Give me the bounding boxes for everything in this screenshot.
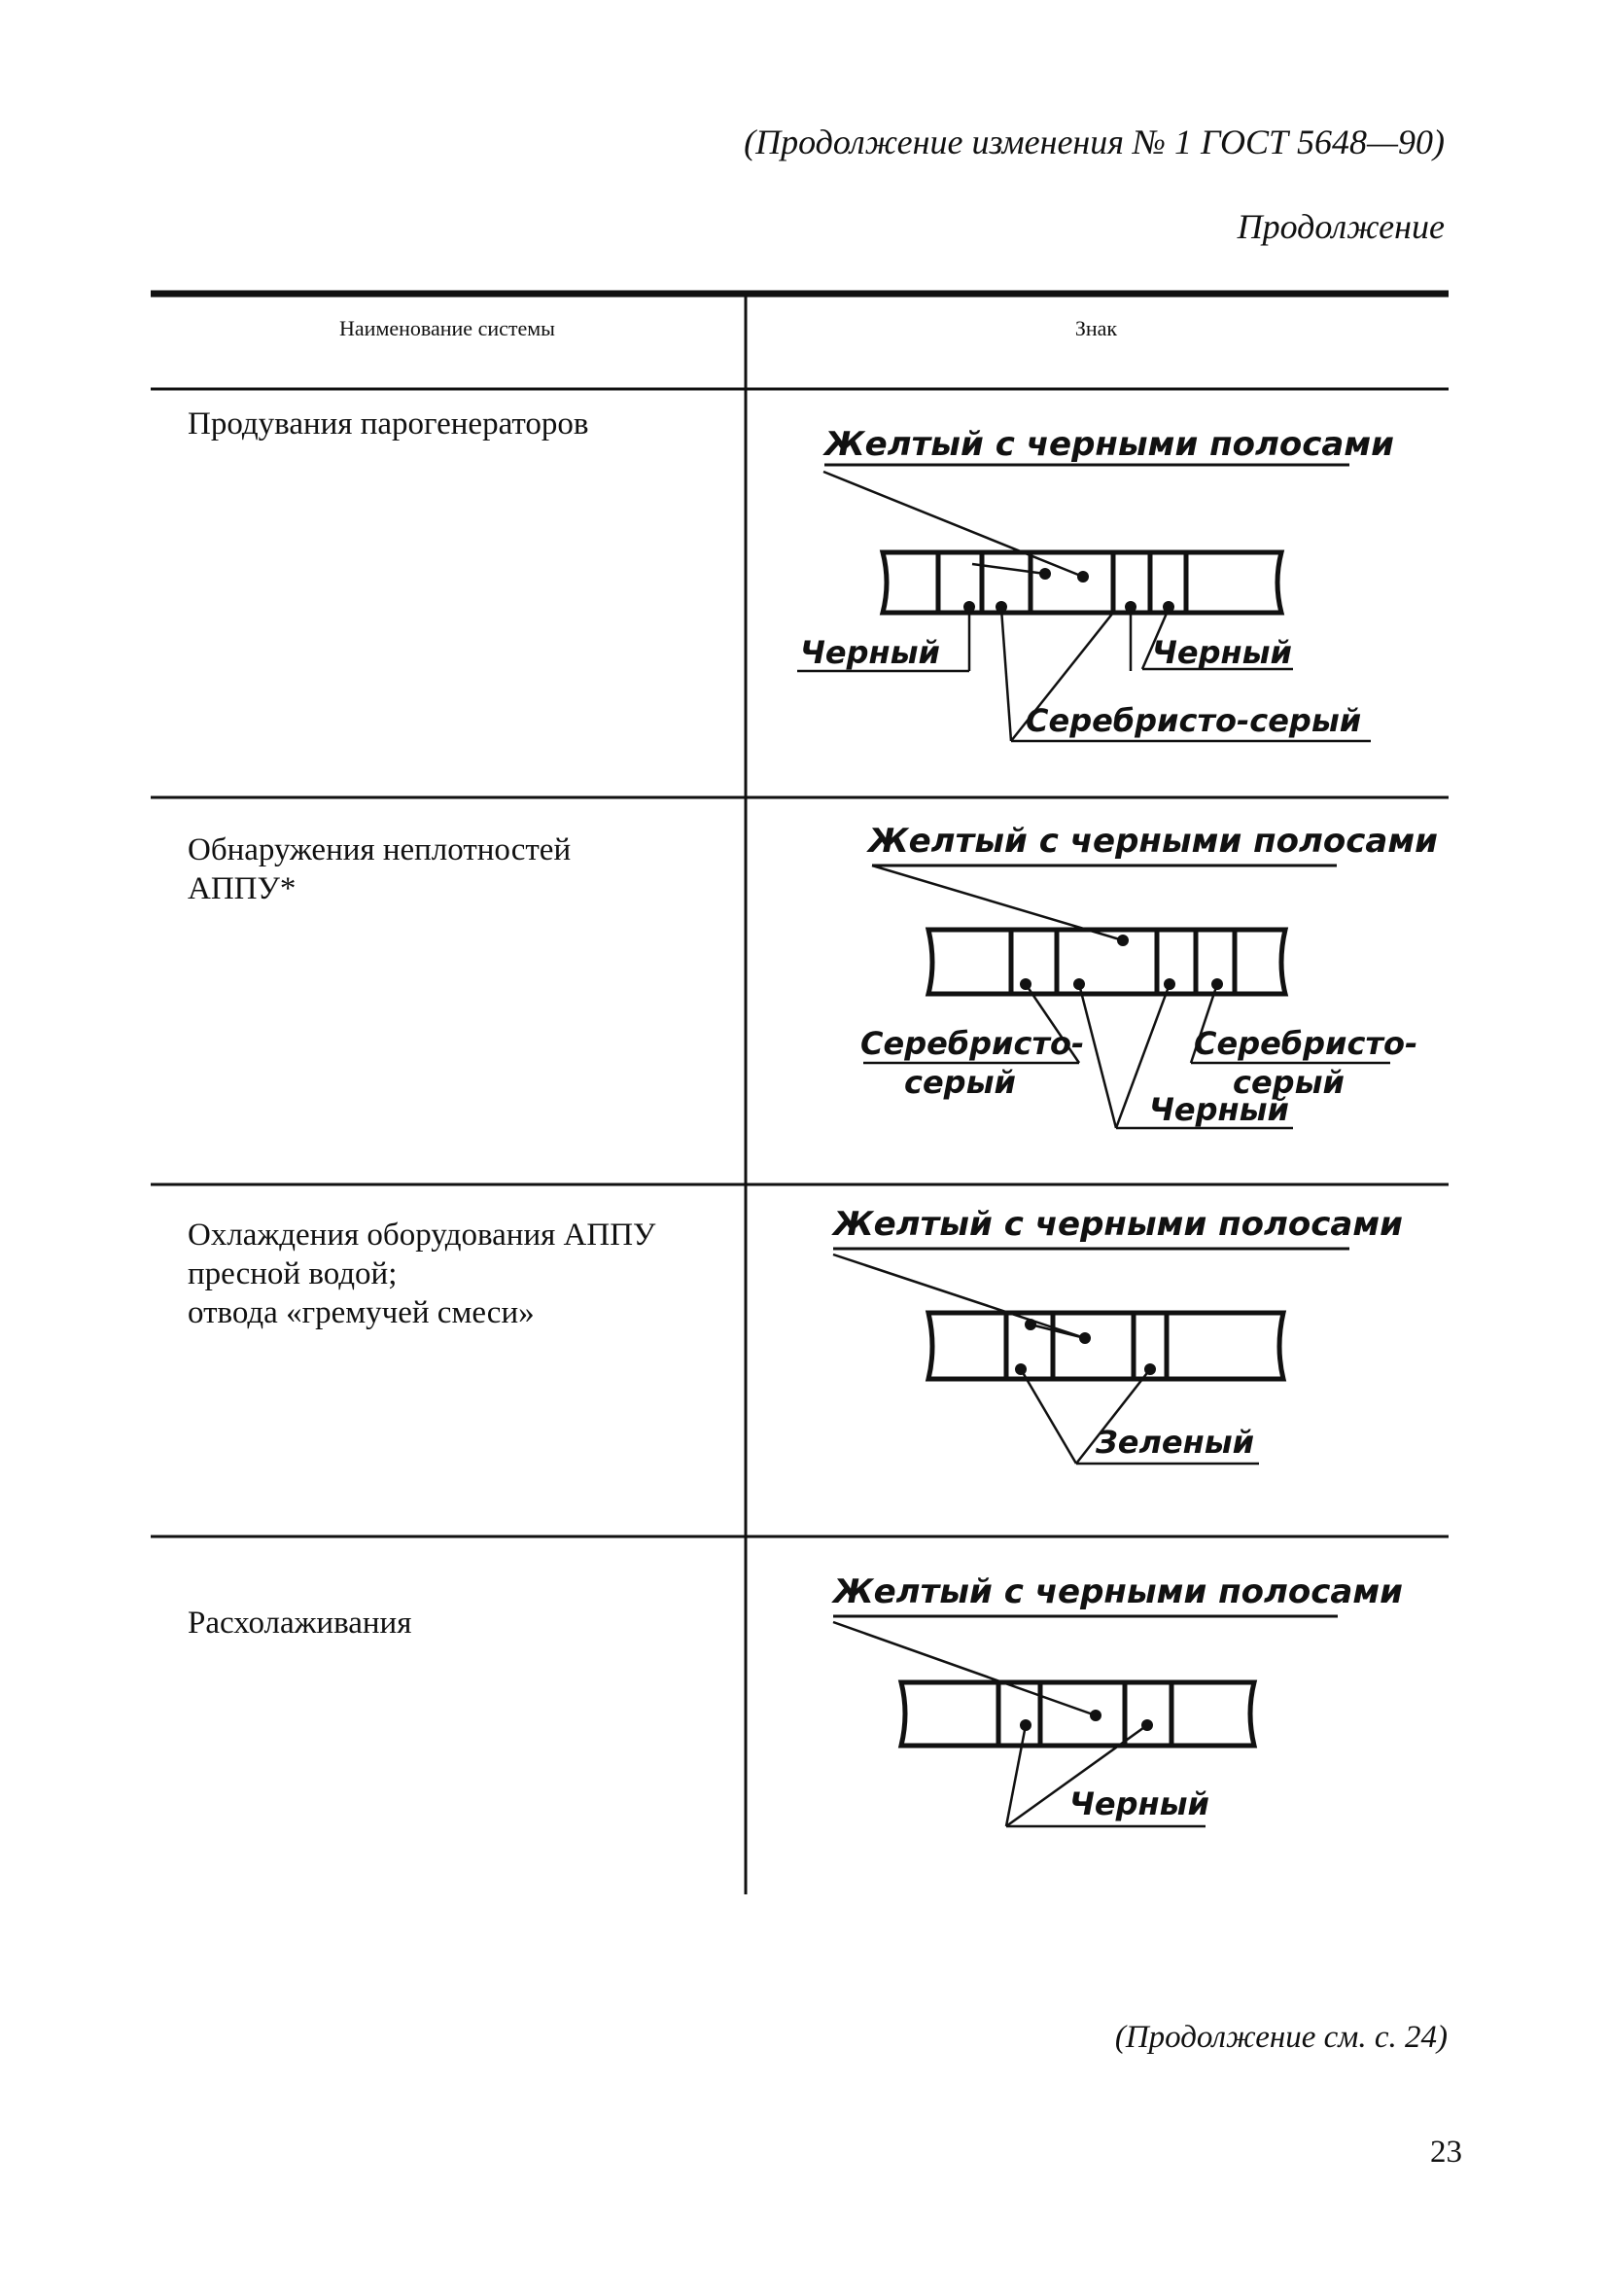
system-name-line: Обнаружения неплотностей <box>188 832 572 867</box>
column-header-sign: Знак <box>1074 316 1118 340</box>
system-name-cell <box>188 405 732 443</box>
sign-label: Черный <box>1152 634 1292 671</box>
sign-row-1 <box>797 465 1371 741</box>
sign-top-label: Желтый с черными полосами <box>824 425 1394 464</box>
sign-row-3 <box>833 1249 1349 1464</box>
continuation-label: Продолжение <box>1237 207 1445 246</box>
sign-label: серый <box>904 1064 1016 1101</box>
system-name-line: Охлаждения оборудования АППУ <box>188 1218 656 1253</box>
sign-label: Зеленый <box>1096 1424 1255 1461</box>
sign-label: Черный <box>1149 1091 1289 1128</box>
system-name-cell <box>188 1216 732 1332</box>
sign-label: Черный <box>800 634 940 671</box>
system-name-line: Расхолаживания <box>188 1606 412 1641</box>
sign-top-label: Желтый с черными полосами <box>833 1205 1403 1244</box>
page-number: 23 <box>1430 2135 1462 2170</box>
document-header: (Продолжение изменения № 1 ГОСТ 5648—90) <box>744 123 1445 161</box>
sign-label: серый <box>1233 1064 1345 1101</box>
sign-top-label: Желтый с черными полосами <box>868 822 1438 861</box>
system-name-line: отвода «гремучей смеси» <box>188 1295 535 1330</box>
sign-label: Серебристо- <box>1194 1025 1418 1062</box>
sign-label: Серебристо-серый <box>1026 702 1362 739</box>
system-name-line: АППУ* <box>188 871 297 906</box>
sign-label: Черный <box>1069 1785 1209 1822</box>
system-name-line: пресной водой; <box>188 1256 398 1291</box>
column-header-system-name: Наименование системы <box>339 316 555 340</box>
system-name-cell <box>188 830 732 908</box>
system-name-line: Продувания парогенераторов <box>188 406 589 442</box>
sign-top-label: Желтый с черными полосами <box>833 1572 1403 1611</box>
sign-label: Серебристо- <box>860 1025 1085 1062</box>
continuation-note: (Продолжение см. с. 24) <box>1114 2020 1448 2055</box>
system-name-cell <box>188 1604 732 1643</box>
